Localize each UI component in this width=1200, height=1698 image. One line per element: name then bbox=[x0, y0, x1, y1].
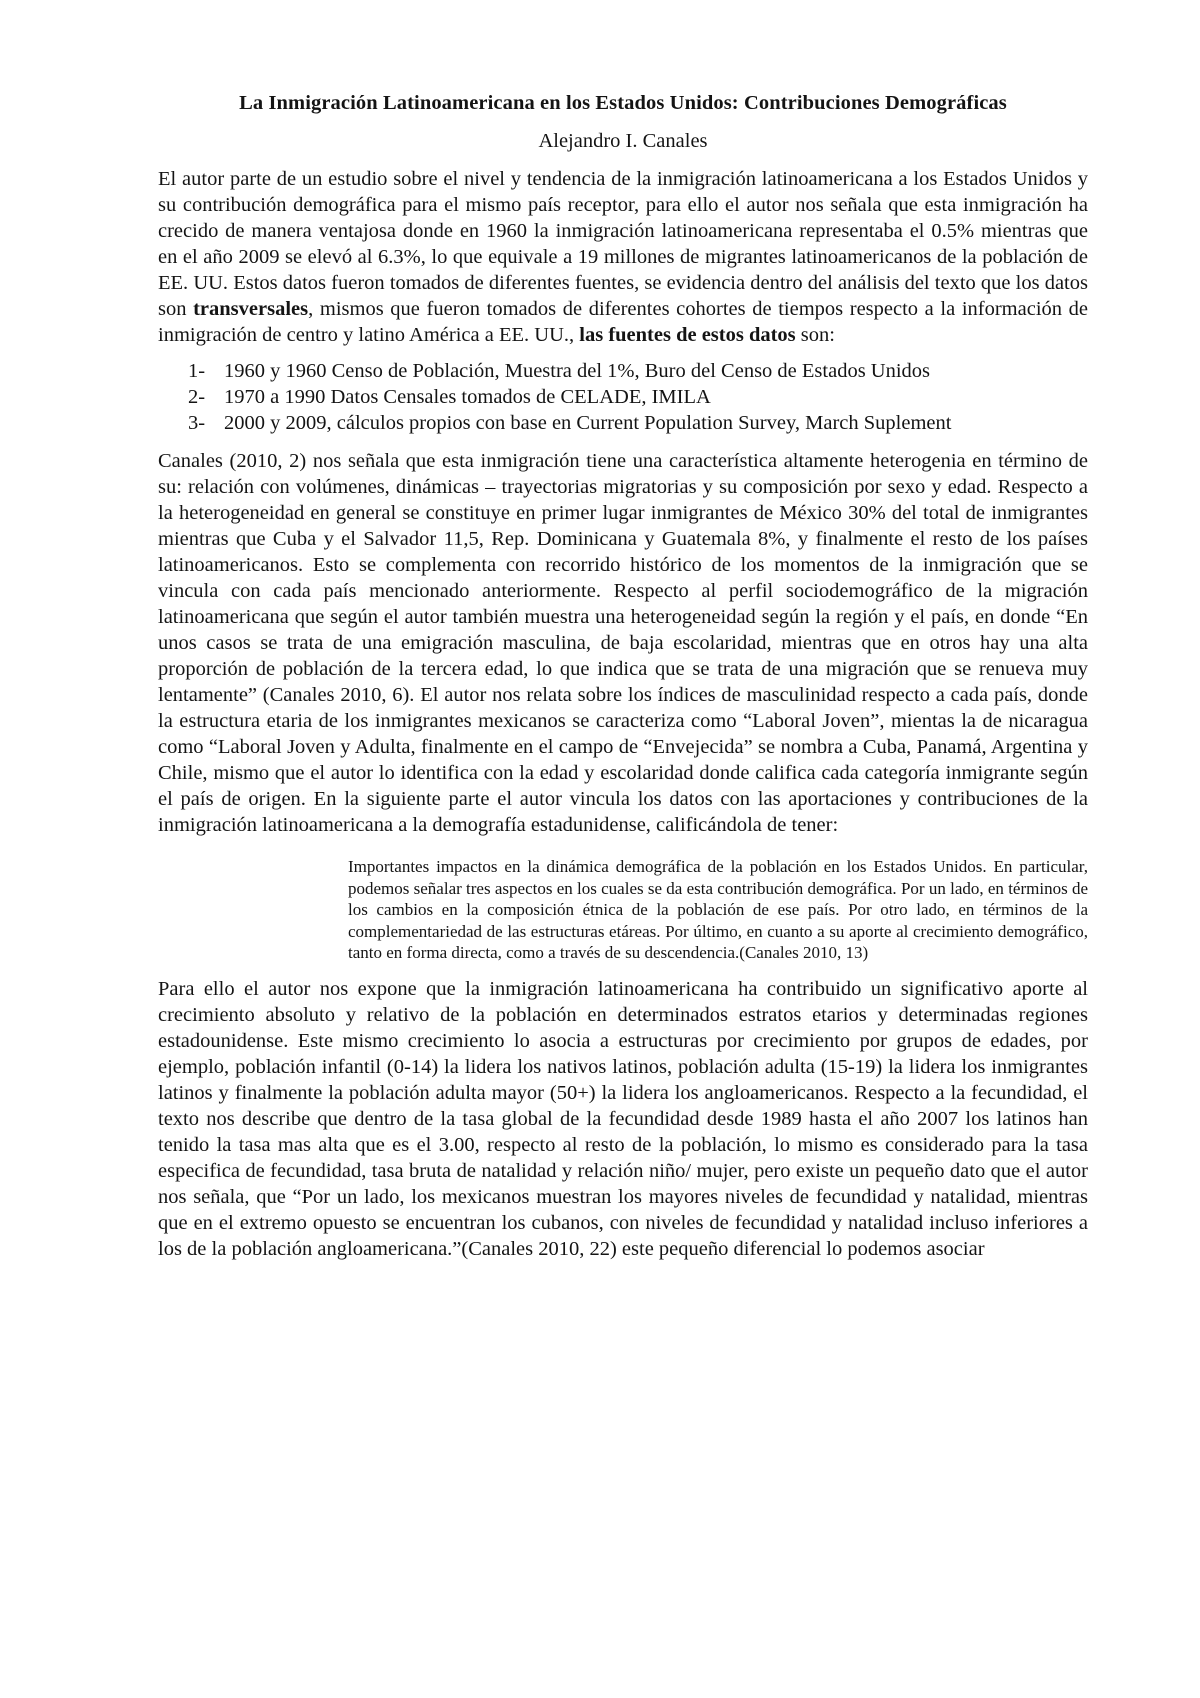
list-text: 1960 y 1960 Censo de Población, Muestra del 1%, Buro del Censo de Estados Unidos bbox=[224, 360, 931, 382]
list-item bbox=[158, 358, 1088, 384]
list-number: 1- bbox=[188, 360, 206, 382]
paragraph-heterogeneity: Canales (2010, 2) nos señala que esta inmigración tiene una característica altamente heterogenia en término de su: relación con volúmenes, dinámicas – trayectorias migratorias y su composición por sexo y edad. Respecto a la heterogeneidad en general se constituye en primer lugar inmigrantes de México 30% del total de inmigrantes mientras que Cuba y el Salvador 11,5, Rep. Dominicana y Guatemala 8%, y finalmente el resto de los países latinoamericanos. Esto se complementa con recorrido histórico de los momentos de la inmigración que se vincula con cada país mencionado anteriormente. Respecto al perfil sociodemográfico de la migración latinoamericana que según el autor también muestra una heterogeneidad según la región y el país, en donde “En unos casos se trata de una emigración masculina, de baja escolaridad, mientras que en otros hay una alta proporción de población de la tercera edad, lo que indica que se trata de una migración que se renueva muy lentamente” (Canales 2010, 6). El autor nos relata sobre los índices de masculinidad respecto a cada país, donde la estructura etaria de los inmigrantes mexicanos se caracteriza como “Laboral Joven”, mientas la de nicaragua como “Laboral Joven y Adulta, finalmente en el campo de “Envejecida” se nombra a Cuba, Panamá, Argentina y Chile, mismo que el autor lo identifica con la edad y escolaridad donde califica cada categoría inmigrante según el país de origen. En la siguiente parte el autor vincula los datos con las aportaciones y contribuciones de la inmigración latinoamericana a la demografía estadunidense, calificándola de tener: bbox=[158, 450, 1088, 836]
document-title: La Inmigración Latinoamericana en los Estados Unidos: Contribuciones Demográficas bbox=[239, 92, 1007, 114]
document-author: Alejandro I. Canales bbox=[538, 130, 708, 152]
list-text: 2000 y 2009, cálculos propios con base en Current Population Survey, March Suplement bbox=[224, 412, 952, 434]
list-number: 3- bbox=[188, 412, 206, 434]
list-item bbox=[158, 410, 1088, 436]
paragraph-intro-text-2: , mismos que fueron tomados de diferentes cohortes de tiempos respecto a la información de inmigración de centro y latino América a EE. UU., bbox=[158, 298, 1088, 346]
bold-transversales: transversales bbox=[193, 298, 309, 320]
paragraph-intro-text-3: son: bbox=[795, 324, 835, 346]
bold-fuentes: las fuentes de estos datos bbox=[579, 324, 796, 346]
paragraph-intro-text: El autor parte de un estudio sobre el nivel y tendencia de la inmigración latinoamericana a los Estados Unidos y su contribución demográfica para el mismo país receptor, para ello el autor nos señala que esta inmigración ha crecido de manera ventajosa donde en 1960 la inmigración latinoamericana representaba el 0.5% mientras que en el año 2009 se elevó al 6.3%, lo que equivale a 19 millones de migrantes latinoamericanos de la población de EE. UU. Estos datos fueron tomados de diferentes fuentes, se evidencia dentro del análisis del texto que los datos son bbox=[158, 168, 1088, 320]
sources-list bbox=[158, 358, 1088, 436]
list-number: 2- bbox=[188, 386, 206, 408]
list-item bbox=[158, 384, 1088, 410]
paragraph-intro bbox=[158, 166, 1088, 348]
block-quote: Importantes impactos en la dinámica demográfica de la población en los Estados Unidos. En particular, podemos señalar tres aspectos en los cuales se da esta contribución demográfica. Por un lado, en términos de los cambios en la composición étnica de la población de ese país. Por otro lado, en términos de la complementariedad de las estructuras etáreas. Por último, en cuanto a su aporte al crecimiento demográfico, tanto en forma directa, como a través de su descendencia.(Canales 2010, 13) bbox=[348, 857, 1088, 962]
paragraph-contribution: Para ello el autor nos expone que la inmigración latinoamericana ha contribuido un significativo aporte al crecimiento absoluto y relativo de la población en determinados estratos etarios y determinadas regiones estadounidense. Este mismo crecimiento lo asocia a estructuras por crecimiento por grupos de edades, por ejemplo, población infantil (0-14) la lidera los nativos latinos, población adulta (15-19) la lidera los inmigrantes latinos y finalmente la población adulta mayor (50+) la lidera los angloamericanos. Respecto a la fecundidad, el texto nos describe que dentro de la tasa global de la fecundidad desde 1989 hasta el año 2007 los latinos han tenido la tasa mas alta que es el 3.00, respecto al resto de la población, lo mismo es considerado para la tasa especifica de fecundidad, tasa bruta de natalidad y relación niño/ mujer, pero existe un pequeño dato que el autor nos señala, que “Por un lado, los mexicanos muestran los mayores niveles de fecundidad y natalidad, mientras que en el extremo opuesto se encuentran los cubanos, con niveles de fecundidad y natalidad incluso inferiores a los de la población angloamericana.”(Canales 2010, 22) este pequeño diferencial lo podemos asociar bbox=[158, 977, 1088, 1260]
document-page bbox=[158, 90, 1088, 1262]
list-text: 1970 a 1990 Datos Censales tomados de CELADE, IMILA bbox=[224, 386, 711, 408]
